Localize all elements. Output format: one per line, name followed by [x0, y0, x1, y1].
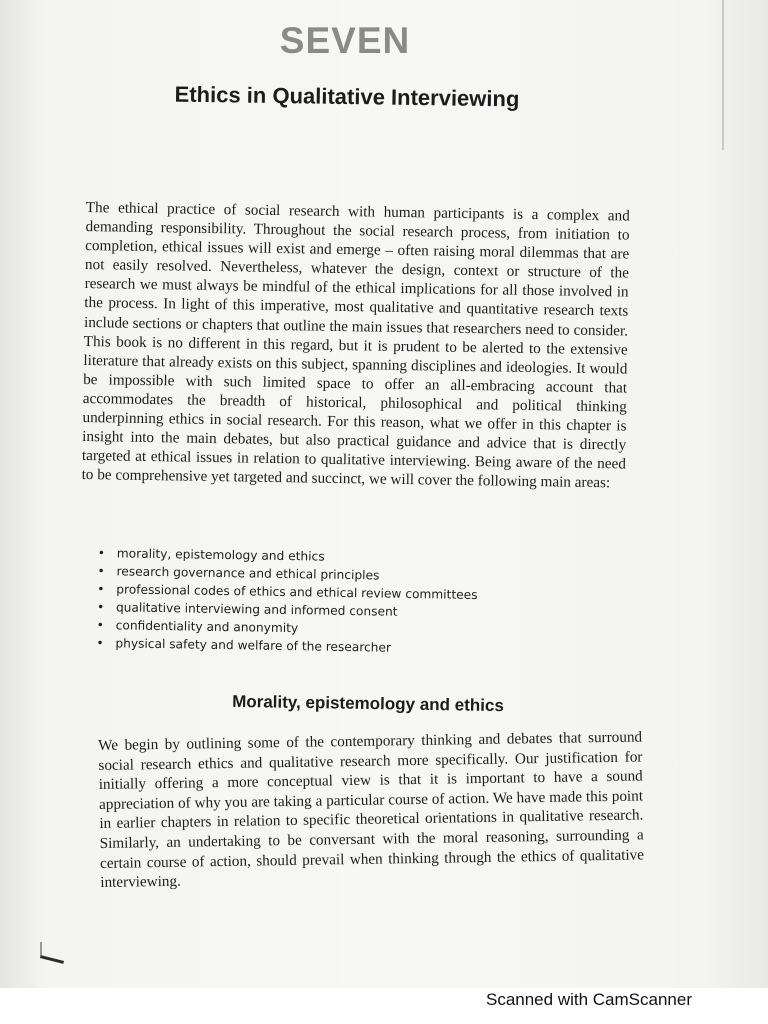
- bullet-icon: •: [96, 618, 105, 633]
- list-item-text: physical safety and welfare of the researcher: [115, 636, 392, 655]
- scan-artifact-line: [40, 942, 42, 956]
- chapter-number: SEVEN: [279, 20, 411, 61]
- bullet-icon: •: [97, 582, 105, 597]
- intro-paragraph: The ethical practice of social research with human participants is a complex and demanding responsibility. Throughout the social research process, from initiation to completion, ethical issues will exist and emerge – often raising moral dilemmas that are not easily resolved. Nevertheless, whatever the design, context or structure of the research we must always be mindful of the ethical implications for all those involved in the process. In light of this imperative, most qualitative and quantitative research texts include sections or chapters that outline the main issues that researchers need to consider. This book is no different in this regard, but it is prudent to be alerted to the extensive literature that already exists on this subject, spanning disciplines and ideologies. It would be impossible with such limited space to offer an all-embracing account that accommodates the breadth of historical, philosophical and political thinking underpinning ethics in social research. For this reason, what we offer in this chapter is insight into the main debates, but also practical guidance and advice that is directly targeted at ethical issues in relation to qualitative interviewing. Being aware of the need to be comprehensive yet targeted and succinct, we will cover the following main areas:: [81, 198, 630, 492]
- scanner-watermark: Scanned with CamScanner: [485, 990, 692, 1009]
- scan-artifact-mark: [40, 955, 64, 964]
- main-areas-list: [94, 544, 478, 658]
- list-item-text: morality, epistemology and ethics: [116, 546, 325, 564]
- bullet-icon: •: [97, 546, 106, 561]
- list-item-text: professional codes of ethics and ethical review committees: [116, 582, 478, 602]
- list-item-text: research governance and ethical principles: [116, 564, 380, 583]
- list-item-text: qualitative interviewing and informed consent: [115, 600, 398, 619]
- page-edge-line: [722, 0, 724, 150]
- section-paragraph: We begin by outlining some of the contemporary thinking and debates that surround social research ethics and qualitative research more specifically. Our justification for initially offering a more conceptual view is that it is important to have a sound appreciation of why you are taking a particular course of action. We have made this point in earlier chapters in relation to specific theoretical orientations in qualitative research. Similarly, an undertaking to be conversant with the moral reasoning, surrounding a certain course of action, should prevail when thinking through the ethics of qualitative interviewing.: [98, 728, 645, 892]
- bullet-icon: •: [97, 564, 105, 579]
- chapter-title: Ethics in Qualitative Interviewing: [174, 81, 520, 112]
- bullet-icon: •: [96, 600, 105, 615]
- section-heading: Morality, epistemology and ethics: [232, 691, 505, 716]
- bullet-icon: •: [96, 636, 104, 651]
- list-item-text: confidentiality and anonymity: [115, 618, 299, 636]
